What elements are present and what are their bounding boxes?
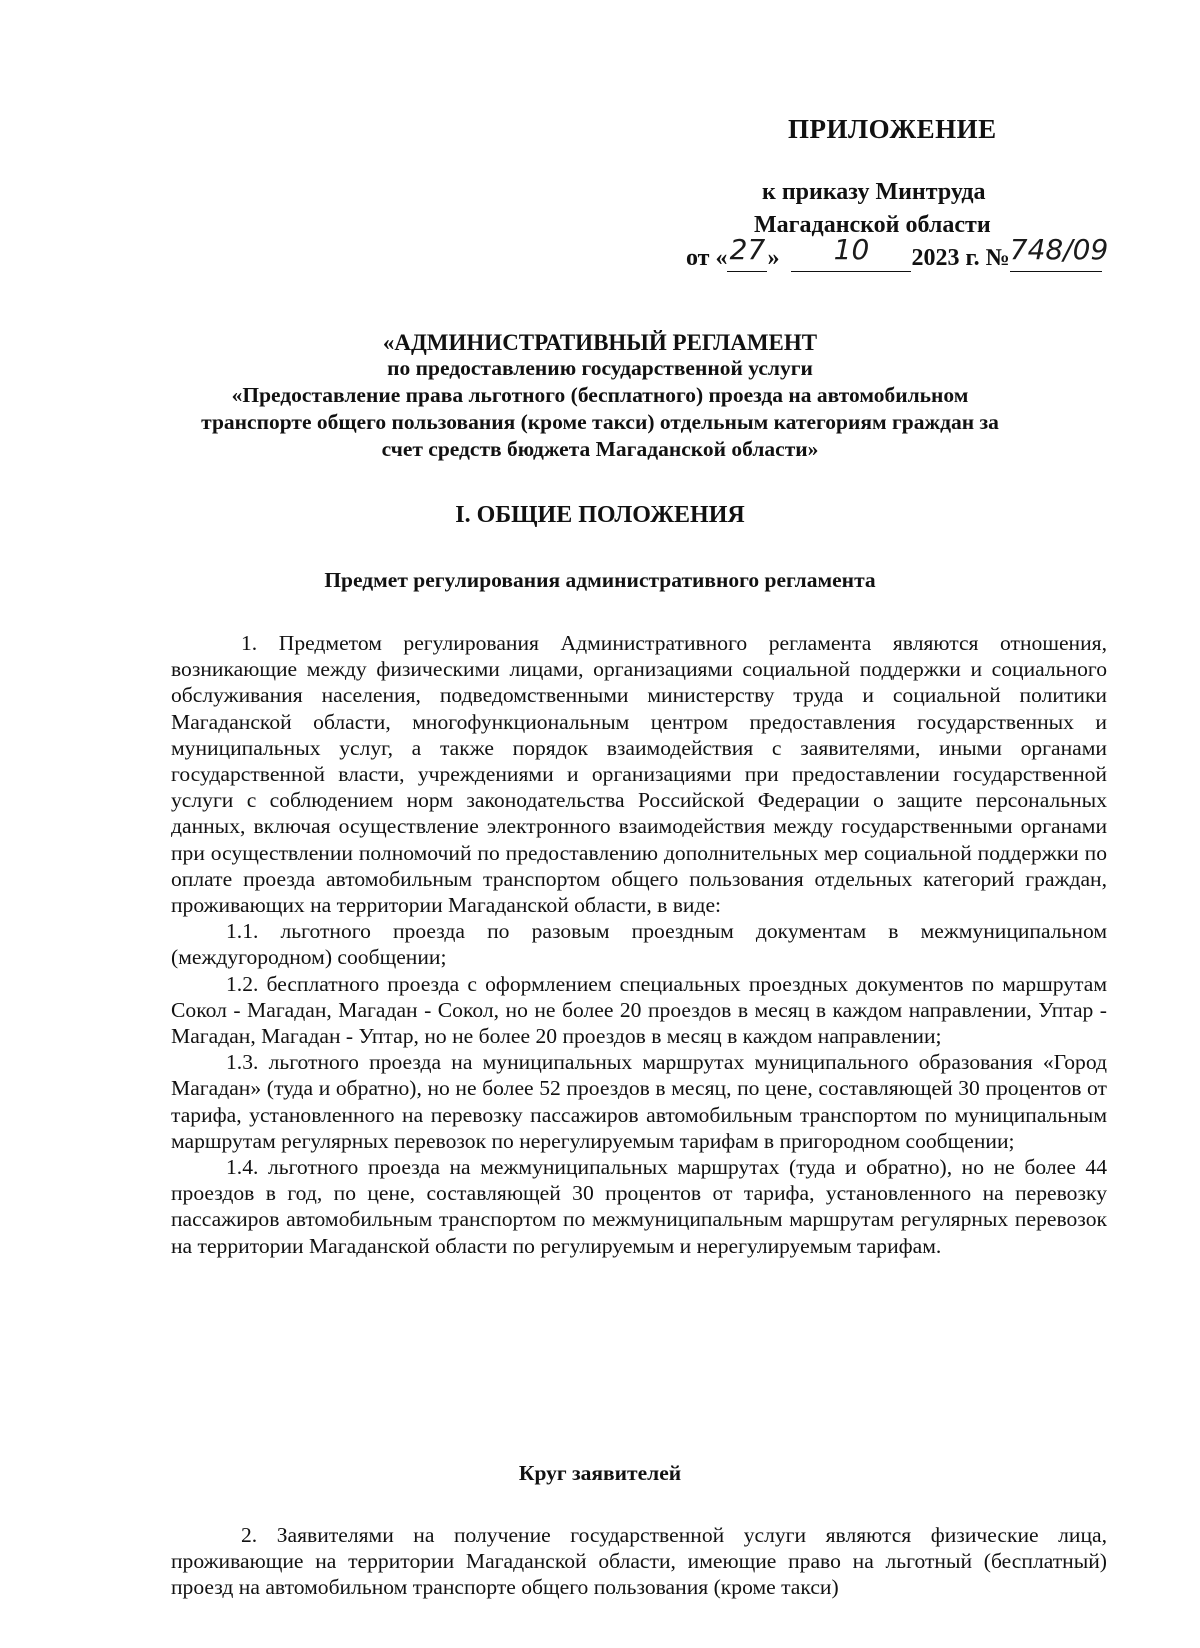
applicants-body [171,1522,1107,1601]
regulation-title: «АДМИНИСТРАТИВНЫЙ РЕГЛАМЕНТ [382,330,818,355]
paragraph-1-4: 1.4. льготного проезда на межмуниципальных маршрутах (туда и обратно), но не более 44 проездов в год, по цене, составляющей 30 процентов от тарифа, установленного на перевозку пассажиров автомобильным транспортом по межмуниципальным маршрутам регулярных перевозок на территории Магаданской области по регулируемым и нерегулируемым тарифам. [171,1155,1107,1258]
date-mid: » [767,245,780,271]
regulation-subtitle-line: счет средств бюджета Магаданской области» [381,437,819,461]
order-reference-line2: Магаданской области [754,212,991,238]
handwritten-month: 10 [833,233,870,266]
paragraph-1-1: 1.1. льготного проезда по разовым проездным документам в межмуниципальном (междугородном) сообщении; [171,919,1107,970]
appendix-title: ПРИЛОЖЕНИЕ [788,114,997,144]
date-year: 2023 г. № [911,245,1010,271]
date-day-field [727,233,767,272]
applicants-title: Круг заявителей [518,1461,682,1485]
paragraph-2: 2. Заявителями на получение государственной услуги являются физические лица, проживающие на территории Магаданской области, имеющие право на льготный (бесплатный) проезд на автомобильном транспорте общего пользования (кроме такси) [171,1523,1107,1600]
regulation-subtitle [150,355,1050,463]
paragraph-1-2: 1.2. бесплатного проезда с оформлением специальных проездных документов по маршрутам Сокол - Магадан, Магадан - Сокол, но не более 20 проездов в месяц в каждом направлении, Уптар - Магадан, Магадан - Уптар, но не более 20 проездов в месяц в каждом направлении; [171,971,1107,1049]
subsection-title: Предмет регулирования административного регламента [324,568,876,592]
regulation-subtitle-line: «Предоставление права льготного (бесплатного) проезда на автомобильном [231,383,969,407]
order-number-field [1009,233,1109,272]
date-month-field [791,233,911,272]
date-prefix: от « [686,245,728,271]
order-reference-line1: к приказу Минтруда [762,179,986,205]
handwritten-day: 27 [729,233,766,266]
order-date-line [686,233,1109,272]
paragraph-1: 1. Предметом регулирования Административного регламента являются отношения, возникающие между физическими лицами, организациями социальной поддержки и социального обслуживания населения, подведомственными министерству труда и социальной политики Магаданской области, многофункциональным центром предоставления государственных и муниципальных услуг, а также порядок взаимодействия с заявителями, иными органами государственной власти, учреждениями и организациями при предоставлении государственной услуги с соблюдением норм законодательства Российской Федерации о защите персональных данных, включая осуществление электронного взаимодействия между государственными органами при осуществлении полномочий по предоставлению дополнительных мер социальной поддержки по оплате проезда автомобильным транспортом общего пользования отдельных категорий граждан, проживающих на территории Магаданской области, в виде: [171,631,1107,918]
regulation-subtitle-line: по предоставлению государственной услуги [387,356,813,380]
section-body [171,630,1107,1259]
paragraph-1-3: 1.3. льготного проезда на муниципальных маршрутах муниципального образования «Город Магадан» (туда и обратно), но не более 52 проездов в месяц, по цене, составляющей 30 процентов от тарифа, установленного на перевозку пассажиров автомобильным транспортом по муниципальным маршрутам регулярных перевозок по нерегулируемым тарифам в пригородном сообщении; [171,1050,1107,1153]
section-title: I. ОБЩИЕ ПОЛОЖЕНИЯ [455,502,745,528]
handwritten-order-number: 748/09 [1009,233,1109,266]
regulation-subtitle-line: транспорте общего пользования (кроме такси) отдельным категориям граждан за [201,410,999,434]
